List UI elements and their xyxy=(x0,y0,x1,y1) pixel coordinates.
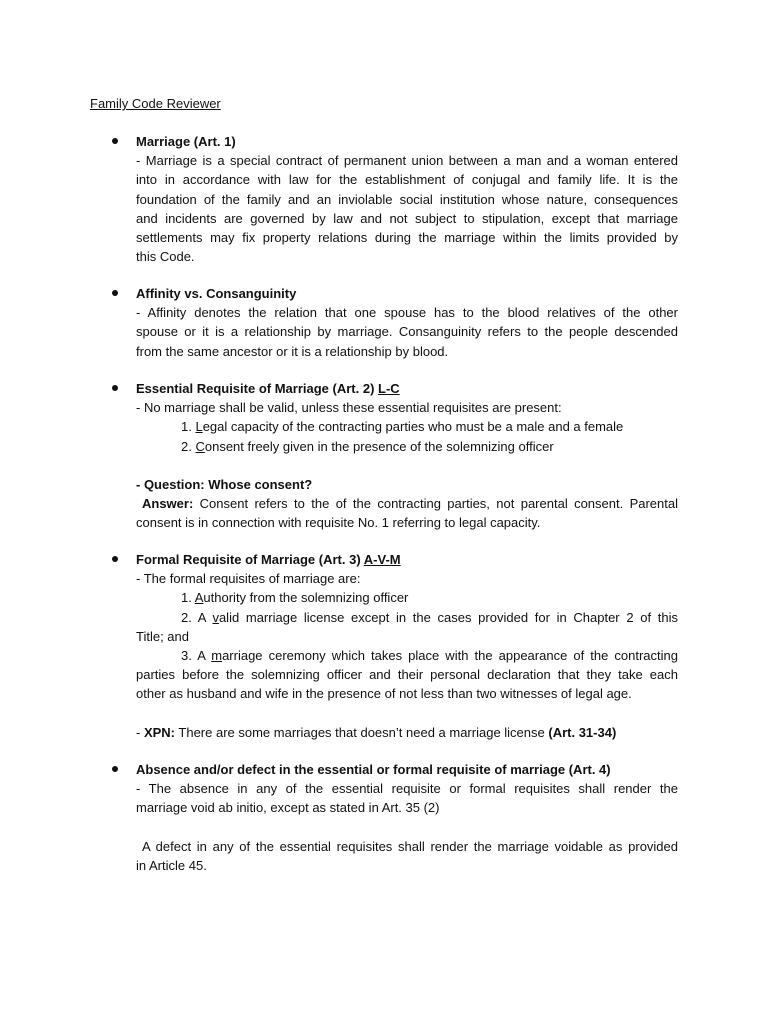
section-marriage xyxy=(136,132,678,266)
item-number: 1. xyxy=(181,590,195,606)
question-line: - Question: Whose consent? xyxy=(136,477,313,492)
mnemonic: A-V-M xyxy=(363,552,401,567)
mnemonic-letter: A xyxy=(194,590,204,606)
intro-line: - No marriage shall be valid, unless these essential requisites are present: xyxy=(136,400,562,416)
heading-text: Formal Requisite of Marriage (Art. 3) xyxy=(136,552,361,567)
requisite-item xyxy=(136,608,678,627)
answer-line: consent is in connection with requisite No. 1 referring to legal capacity. xyxy=(136,515,541,531)
item-number: 2. xyxy=(181,438,196,454)
answer-line xyxy=(136,494,678,513)
requisite-item xyxy=(136,588,678,607)
xpn-label: XPN: xyxy=(143,724,176,740)
paragraph-line: this Code. xyxy=(136,249,195,265)
paragraph-line: - Affinity denotes the relation that one spouse has to the blood relatives of the other xyxy=(136,305,678,321)
section-essential-requisite xyxy=(136,379,678,533)
item-number: 1. xyxy=(181,419,196,435)
xpn-text: There are some marriages that doesn’t need a marriage license xyxy=(175,724,549,740)
answer-text: Consent refers to the of the contracting parties, not parental consent. Parental xyxy=(193,496,678,512)
section-absence-defect xyxy=(136,760,678,875)
item-number: 2. A xyxy=(181,609,213,625)
paragraph-line: spouse or it is a relationship by marriage. Consanguinity refers to the people descended xyxy=(136,324,678,340)
section-formal-requisite xyxy=(136,550,678,742)
bullet-icon xyxy=(112,385,118,391)
bullet-icon xyxy=(112,766,118,772)
mnemonic: L-C xyxy=(378,381,400,396)
item-continuation: other as husband and wife in the presence of not less than two witnesses of legal age. xyxy=(136,686,632,702)
mnemonic-letter: v xyxy=(212,609,219,625)
paragraph-line: in Article 45. xyxy=(136,858,207,873)
requisite-item xyxy=(136,437,678,456)
xpn-dash: - xyxy=(136,724,144,740)
paragraph-line: from the same ancestor or it is a relationship by blood. xyxy=(136,343,449,359)
item-text: egal capacity of the contracting parties who must be a male and a female xyxy=(202,419,624,435)
paragraph-line: into in accordance with law for the establishment of conjugal and family life. It is the xyxy=(136,172,678,188)
intro-line: - The formal requisites of marriage are: xyxy=(136,571,361,587)
section-heading xyxy=(136,379,678,398)
paragraph-line: foundation of the family and an inviolable social institution whose nature, consequences xyxy=(136,191,678,207)
mnemonic-letter: C xyxy=(195,438,205,454)
document-title: Family Code Reviewer xyxy=(90,96,221,111)
paragraph-line: marriage void ab initio, except as stated in Art. 35 (2) xyxy=(136,800,440,816)
section-heading: Affinity vs. Consanguinity xyxy=(136,286,297,301)
xpn-reference: (Art. 31-34) xyxy=(548,724,617,740)
section-heading: Absence and/or defect in the essential or formal requisite of marriage (Art. 4) xyxy=(136,762,611,777)
item-text: arriage ceremony which takes place with the appearance of the contracting xyxy=(222,648,678,664)
mnemonic-letter: L xyxy=(195,419,203,435)
heading-text: Essential Requisite of Marriage (Art. 2) xyxy=(136,381,375,396)
paragraph-line: - The absence in any of the essential requisite or formal requisites shall render the xyxy=(136,781,678,797)
paragraph-line: and incidents are governed by law and not subject to stipulation, except that marriage xyxy=(136,210,678,226)
bullet-icon xyxy=(112,290,118,296)
item-continuation: parties before the solemnizing officer and their personal declaration that they take each xyxy=(136,667,678,683)
paragraph-line: A defect in any of the essential requisites shall render the marriage voidable as provided xyxy=(142,838,678,854)
item-continuation: Title; and xyxy=(136,628,189,644)
requisite-item xyxy=(136,646,678,665)
bullet-icon xyxy=(112,556,118,562)
paragraph-line: settlements may fix property relations during the marriage within the limits provided by xyxy=(136,230,678,246)
xpn-line xyxy=(136,723,678,742)
section-heading: Marriage (Art. 1) xyxy=(136,134,236,149)
answer-label: Answer: xyxy=(142,496,194,512)
item-text: uthority from the solemnizing officer xyxy=(203,590,409,606)
item-text: alid marriage license except in the cases provided for in Chapter 2 of this xyxy=(218,609,678,625)
requisite-item xyxy=(136,417,678,436)
item-text: onsent freely given in the presence of the solemnizing officer xyxy=(204,438,554,454)
mnemonic-letter: m xyxy=(211,648,223,664)
section-affinity xyxy=(136,284,678,361)
section-heading xyxy=(136,550,678,569)
paragraph-line: - Marriage is a special contract of permanent union between a man and a woman entered xyxy=(136,153,678,169)
item-number: 3. A xyxy=(181,648,212,664)
bullet-icon xyxy=(112,138,118,144)
